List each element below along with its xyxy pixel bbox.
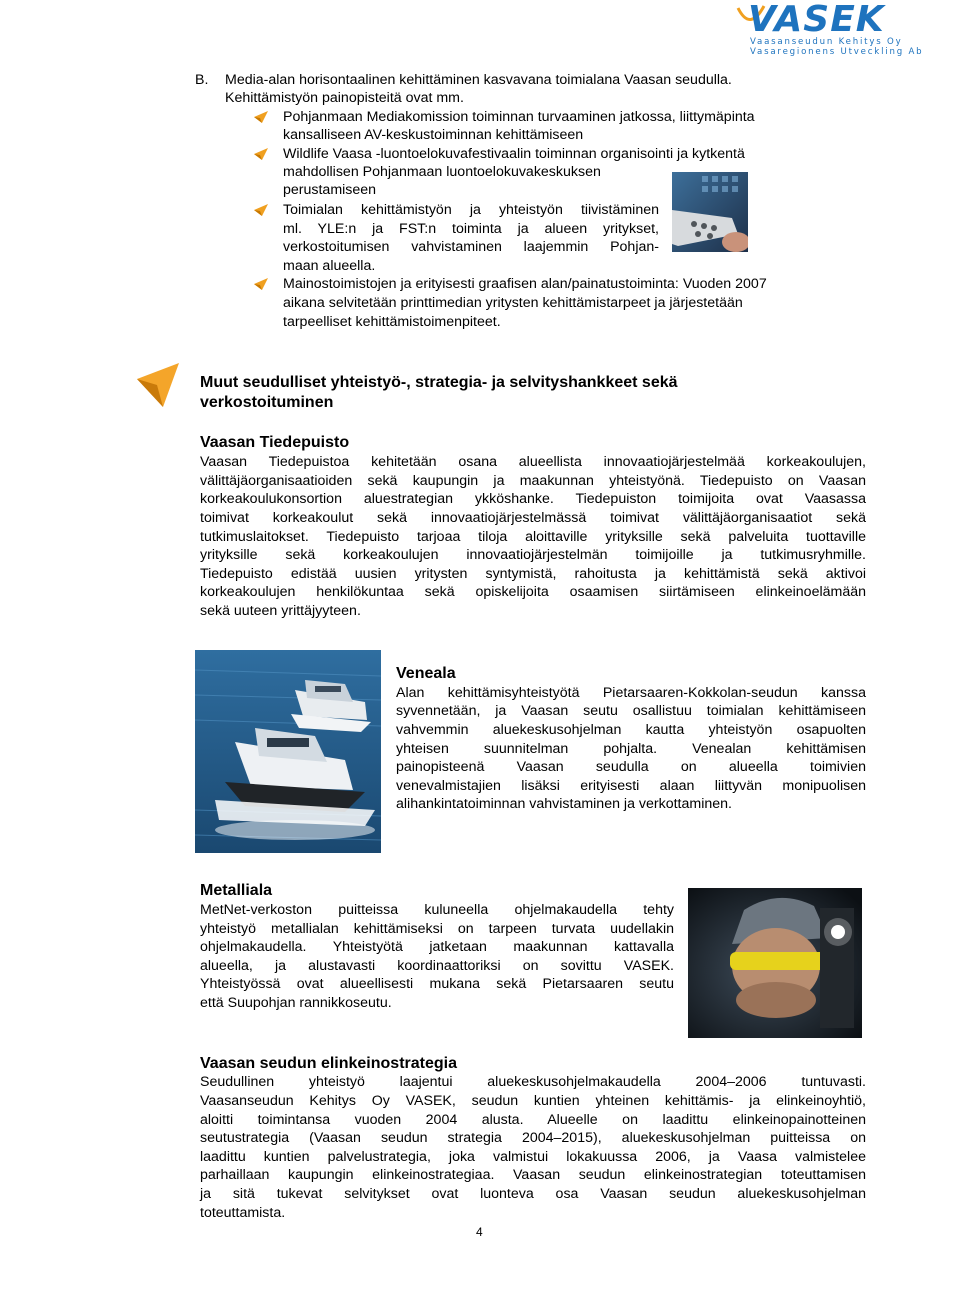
paragraph-line: sekä uuteen yrittäjyyteen. bbox=[200, 603, 361, 619]
paragraph-line: toteuttamista. bbox=[200, 1205, 286, 1221]
metalliala-heading: Metalliala bbox=[200, 882, 273, 899]
paragraph-line: korkeakoulujen henkilökuntaa sekä opiskelijoita osaamisen siirtämiseen elinkeinoelämään bbox=[200, 584, 866, 600]
orange-triangle-bullet-icon bbox=[253, 147, 269, 161]
paragraph-line: Vaasan Tiedepuistoa kehitetään osana alueellista innovaatiojärjestelmää korkeakoulujen, bbox=[200, 454, 866, 470]
bullet-line: Toimialan kehittämistyön ja yhteistyön tiivistäminen bbox=[283, 202, 659, 218]
paragraph-line: venevalmistajien lisäksi erityisesti alaan liittyvän monipuolisen bbox=[396, 778, 866, 794]
paragraph-line: vahvemmin aluekeskusohjelman kautta yhteistyön osapuolten bbox=[396, 722, 866, 738]
paragraph-line: toimivat korkeakoulut sekä innovaatiojärjestelmässä toimivat välittäjäorganisaatiot sekä bbox=[200, 510, 866, 526]
logo-wordmark: VASEK bbox=[748, 0, 885, 40]
paragraph-line: laadittu kuntien palvelustrategia, joka valmistui lokakuussa 2006, ja Vaasa valmistelee bbox=[200, 1149, 866, 1165]
paragraph-line: aloitti toimintansa vuoden 2004 alusta. Alueelle on laadittu elinkeinopainotteinen bbox=[200, 1112, 866, 1128]
paragraph-line: Seudullinen yhteistyö laajentui aluekeskusohjelmakaudella 2004–2006 tuntuvasti. bbox=[200, 1074, 866, 1090]
main-heading-line: verkostoituminen bbox=[200, 394, 334, 411]
section-marker: B. bbox=[195, 72, 209, 88]
paragraph-line: seutustrategia (Vaasan seudun strategia 2004–2015), aluekeskusohjelman puitteissa on bbox=[200, 1130, 866, 1146]
paragraph-line: välittäjäorganisaatioiden sekä kaupungin ja maakunnan yhteistyönä. Tiedepuisto on Vaasan bbox=[200, 473, 866, 489]
paragraph-line: ohjelmakaudella. Yhteistyötä jatketaan maakunnan kattavalla bbox=[200, 939, 674, 955]
paragraph-line: Tiedepuisto edistää uusien yritysten syntymistä, rahoitusta ja kehittämistä sekä aktivoi bbox=[200, 566, 866, 582]
large-orange-triangle-icon bbox=[135, 361, 181, 409]
logo-subtitle-fi: Vaasanseudun Kehitys Oy bbox=[750, 37, 903, 47]
section-intro-line: Media-alan horisontaalinen kehittäminen kasvavana toimialana Vaasan seudulla. bbox=[225, 72, 732, 88]
logo-subtitle-sv: Vasaregionens Utveckling Ab bbox=[750, 47, 924, 57]
boat-photo bbox=[195, 650, 381, 853]
bullet-line: kansalliseen AV-keskustoiminnan kehittämiseen bbox=[283, 127, 584, 143]
bullet-line: aikana selvitetään printtimedian yritysten kehittämistarpeet ja järjestetään bbox=[283, 295, 743, 311]
bullet-line: verkostoitumisen vahvistaminen laajemmin Pohjan- bbox=[283, 239, 659, 255]
section-intro-line: Kehittämistyön painopisteitä ovat mm. bbox=[225, 90, 464, 106]
orange-triangle-bullet-icon bbox=[253, 110, 269, 124]
paragraph-line: yrityksille sekä korkeakoulujen innovaatiojärjestelmän toimijoille ja tutkimusryhmille. bbox=[200, 547, 866, 563]
bullet-line: ml. YLE:n ja FST:n toiminta ja alueen yritykset, bbox=[283, 221, 659, 237]
paragraph-line: tutkimuslaitokset. Tiedepuisto tarjoaa tiloja aloittaville yrityksille sekä palveluita tuottaville bbox=[200, 529, 866, 545]
elinkeino-heading: Vaasan seudun elinkeinostrategia bbox=[200, 1055, 457, 1072]
paragraph-line: korkeakoulukonsortion aluestrategian ykköshanke. Tiedepuiston toimijoita ovat Vaasassa bbox=[200, 491, 866, 507]
orange-triangle-bullet-icon bbox=[253, 203, 269, 217]
paragraph-line: Alan kehittämisyhteistyötä Pietarsaaren-Kokkolan-seudun kanssa bbox=[396, 685, 866, 701]
remote-control-photo bbox=[672, 172, 748, 252]
paragraph-line: Yhteistyössä ovat alueellisesti mukana sekä Pietarsaaren seutu bbox=[200, 976, 674, 992]
veneala-heading: Veneala bbox=[396, 665, 456, 682]
bullet-line: perustamiseen bbox=[283, 182, 377, 198]
paragraph-line: että Suupohjan rannikkoseutu. bbox=[200, 995, 392, 1011]
paragraph-line: syvennetään, ja Vaasan seutu osallistuu toimialan kehittämiseen bbox=[396, 703, 866, 719]
paragraph-line: painopisteenä Vaasan seudulla on alueella toimivien bbox=[396, 759, 866, 775]
paragraph-line: parhaillaan kaupungin elinkeinostrategiaa. Vaasan seudun elinkeinostrategian toteuttamisen bbox=[200, 1167, 866, 1183]
paragraph-line: yhteisen suunnitelman pohjalta. Venealan kehittämisen bbox=[396, 741, 866, 757]
paragraph-line: alihankintatoiminnan vahvistaminen ja verkottaminen. bbox=[396, 796, 732, 812]
bullet-line: mahdollisen Pohjanmaan luontoelokuvakeskuksen bbox=[283, 164, 601, 180]
paragraph-line: alueella, ja alustavasti koordinaattoriksi on sovittu VASEK. bbox=[200, 958, 674, 974]
paragraph-line: Vaasanseudun Kehitys Oy VASEK, seudun kuntien yhteinen kehittämis- ja elinkeinoyhtiö, bbox=[200, 1093, 866, 1109]
paragraph-line: yhteistyö metallialan kehittämiseksi on tarpeen turvata uudellakin bbox=[200, 921, 674, 937]
bullet-line: tarpeelliset kehittämistoimenpiteet. bbox=[283, 314, 501, 330]
welder-photo bbox=[688, 888, 862, 1038]
paragraph-line: ja sitä tukevat selvitykset ovat luonteva osa Vaasan seudun aluekeskusohjelman bbox=[200, 1186, 866, 1202]
orange-triangle-bullet-icon bbox=[253, 277, 269, 291]
main-heading-line: Muut seudulliset yhteistyö-, strategia- ja selvityshankkeet sekä bbox=[200, 374, 678, 391]
paragraph-line: MetNet-verkoston puitteissa kuluneella ohjelmakaudella tehty bbox=[200, 902, 674, 918]
bullet-line: Pohjanmaan Mediakomission toiminnan turvaaminen jatkossa, liittymäpinta bbox=[283, 109, 755, 125]
page-number: 4 bbox=[476, 1225, 483, 1239]
bullet-line: Mainostoimistojen ja erityisesti graafisen alan/painatustoiminta: Vuoden 2007 bbox=[283, 276, 767, 292]
bullet-line: maan alueella. bbox=[283, 258, 376, 274]
tiedepuisto-heading: Vaasan Tiedepuisto bbox=[200, 434, 350, 451]
bullet-line: Wildlife Vaasa -luontoelokuvafestivaalin toiminnan organisointi ja kytkentä bbox=[283, 146, 745, 162]
